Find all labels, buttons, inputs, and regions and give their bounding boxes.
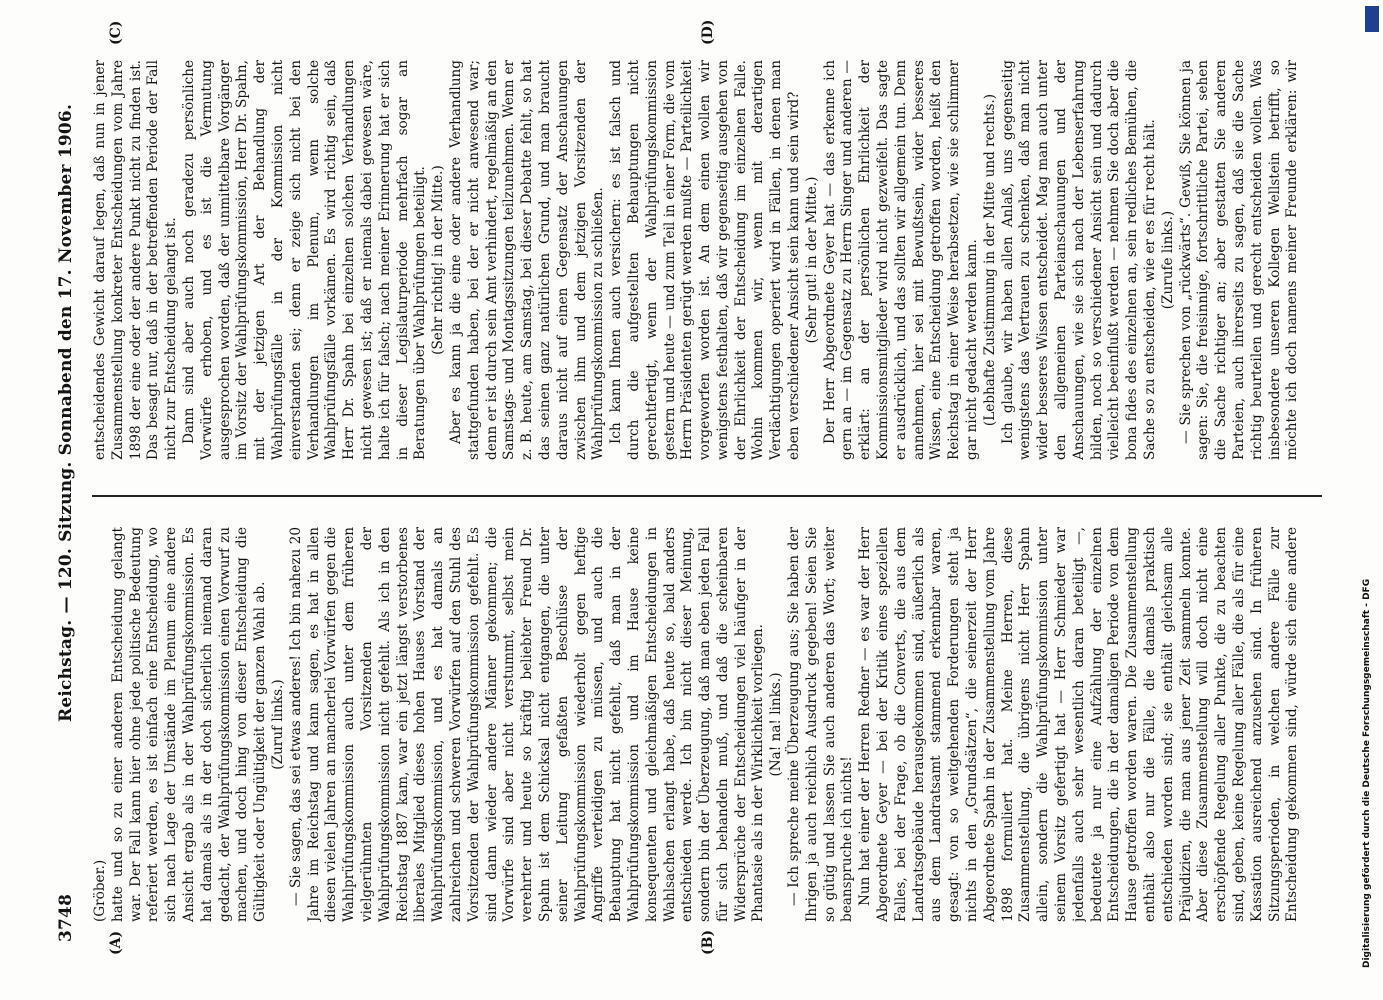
interjection: (Sehr gut! in der Mitte.): [803, 176, 820, 344]
paragraph: Dann sind aber auch noch geradezu persönliche Vorwürfe erhoben, und es ist die Vermutung ausgesprochen worden, daß der unmittelbare Vorgänger im Vorsitz der Wahlprüfungskommission, Herr Dr. Spahn, mit der jetzigen Art der Behandlung der Wahlprüfungsfälle in der Kommission nicht einverstanden sei; denn er zeige sich nicht bei den Verhandlungen im Plenum, wenn solche Wahlprüfungsfälle vorkämen. Es wird richtig sein, daß Herr Dr. Spahn bei einzelnen solchen Verhandlungen nicht gewesen ist; daß er niemals dabei gewesen wäre, halte ich für falsch; nach meiner Erinnerung hat er sich in dieser Legislaturperiode mehrfach sogar an Beratungen über Wahlprüfungen beteiligt.: [180, 60, 429, 460]
interjection: (Lebhafte Zustimmung in der Mitte und rechts.): [981, 93, 998, 427]
page-number: 3748: [56, 893, 76, 942]
interjection: (Na! na! links.): [768, 672, 785, 777]
paragraph: — Ich spreche meine Überzeugung aus; Sie haben der Ihrigen ja auch reichlich Ausdruck gegeben! Seien Sie so gütig und lassen Sie auch anderen das Wort; weiter beanspruche ich nichts!: [786, 527, 856, 922]
paragraph: Ich glaube, wir haben allen Anlaß, uns gegenseitig wenigstens das Vertrauen zu schenken, daß man nicht wider besseres Wissen entscheidet. Mag man auch unter den allgemeinen Parteianschauungen und der Anschauungen, wie sie sich nach der Lebenserfahrung bilden, noch so verschiedener Ansicht sein und dadurch vielleicht beeinflußt werden — nehmen Sie doch aber die bona fides des einzelnen an, sein redliches Bemühen, die Sache so zu entscheiden, wie er es für recht hält.: [999, 60, 1159, 460]
paragraph: Aber es kann ja die eine oder andere Verhandlung stattgefunden haben, bei der er nicht anwesend war; denn er ist durch sein Amt verhindert, regelmäßig an den Samstags- und Montagssitzungen teilzunehmen. Wenn er z. B. heute, am Samstag, bei dieser Debatte fehlt, so hat das seinen ganz natürlichen Grund, und man braucht daraus nicht auf einen Gegensatz der Anschauungen zwischen ihm und dem jetzigen Vorsitzenden der Wahlprüfungskommission zu schließen.: [447, 60, 607, 460]
speaker-tag: (Gröber.): [92, 859, 108, 922]
margin-marker-b: (B): [700, 929, 716, 955]
interjection: (Zurufe links.): [1159, 210, 1176, 310]
interjection: (Sehr richtig! in der Mitte.): [430, 165, 447, 355]
digitization-credit: [1360, 8, 1378, 993]
interjection: (Zuruf links.): [269, 679, 286, 770]
right-column: [92, 60, 1302, 460]
left-column: [92, 527, 1302, 922]
running-header: [56, 42, 82, 942]
margin-marker-c: (C): [108, 20, 124, 45]
paragraph: Nun hat einer der Herren Redner — es war der Herr Abgeordnete Geyer — bei der Kritik eines speziellen Falles, bei der Frage, ob die Converts, die aus dem Landratsgebäude herausgekommen sind, äußerlich als aus dem Landratsamt stammend erkennbar waren, gesagt: von so weitgehenden Forderungen steht ja nichts in den „Grundsätzen“, die seinerzeit der Herr Abgeordnete Spahn in der Zusammenstellung vom Jahre 1898 formuliert hat. Meine Herren, diese Zusammenstellung, die übrigens nicht Herr Spahn allein, sondern die Wahlprüfungskommission unter seinem Vorsitz gefertigt hat — Herr Schmieder war jedenfalls auch sehr wesentlich daran beteiligt —, bedeutete ja nur eine Aufzählung der einzelnen Entscheidungen, die in der damaligen Periode von dem Hause getroffen worden waren. Die Zusammenstellung enthält also nur die Fälle, die damals praktisch entschieden worden sind; sie enthält gleichsam alle Präjudizien, die man aus jener Zeit sammeln konnte. Aber diese Zusammenstellung will doch nicht eine erschöpfende Regelung aller Punkte, die zu beachten sind, geben, keine Regelung aller Fälle, die als für eine Kassation ausreichend anzusehen sind. In früheren Sitzungsperioden, in welchen andere Fälle zur Entscheidung gekommen sind, würde sich eine andere: [857, 527, 1301, 922]
margin-marker-a: (A): [108, 930, 124, 955]
margin-marker-d: (D): [700, 19, 716, 45]
paragraph: Der Herr Abgeordnete Geyer hat — das erkenne ich gern an — im Gegensatz zu Herrn Singer und anderen — erklärt: an der persönlichen Ehrlichkeit der Kommissionsmitglieder wird nicht gezweifelt. Das sagte er ausdrücklich, und das sollten wir allgemein tun. Denn annehmen, hier sei mit Bewußtsein, wider besseres Wissen, eine Entscheidung getroffen worden, heißt den Reichstag in einer Weise herabsetzen, wie sie schlimmer gar nicht gedacht werden kann.: [821, 60, 981, 460]
paragraph: entscheidendes Gewicht darauf legen, daß nun in jener Zusammenstellung konkreter Entscheidungen vom Jahre 1898 der eine oder der andere Punkt nicht zu finden ist. Das besagt nur, daß in der betreffenden Periode der Fall nicht zur Entscheidung gelangt ist.: [92, 60, 180, 460]
paragraph: — Sie sagen, das sei etwas anderes! Ich bin nahezu 20 Jahre im Reichstag und kann sagen, es hat in allen diesen vielen Jahren an mancherlei Vorwürfen gegen die Wahlprüfungskommission auch unter dem früheren vielgerühmten Vorsitzenden der Wahlprüfungskommission nicht gefehlt. Als ich in den Reichstag 1887 kam, war ein jetzt längst verstorbenes liberales Mitglied dieses hohen Hauses Vorstand der Wahlprüfungskommission, und es hat damals an zahlreichen und schweren Vorwürfen auf den Stuhl des Vorsitzenden der Wahlprüfungskommission gefehlt. Es sind dann wieder andere Männer gekommen; die Vorwürfe sind aber nicht verstummt, selbst mein verehrter und heute so kräftig beliebter Freund Dr. Spahn ist dem Schicksal nicht entgangen, die unter seiner Leitung gefaßten Beschlüsse der Wahlprüfungskommission wiederholt gegen heftige Angriffe verteidigen zu müssen, und auch die Behauptung hat nicht gefehlt, daß man in der Wahlprüfungskommission und im Hause keine konsequenten und gleichmäßigen Entscheidungen in Wahlsachen erlangt habe, daß heute so, bald anders entschieden werde. Ich bin nicht dieser Meinung, sondern bin der Überzeugung, daß man eben jeden Fall für sich behandeln muß, und daß die scheinbaren Widersprüche der Entscheidungen viel häufiger in der Phantasie als in der Wirklichkeit vorliegen.: [287, 527, 767, 922]
credit-text: Digitalisierung gefördert durch die Deutsche Forschungsgemeinschaft - DFG: [1362, 578, 1372, 968]
column-divider: [92, 495, 1322, 497]
paragraph: Ich kann Ihnen auch versichern: es ist falsch und durch die aufgestellten Behauptungen nicht gerechtfertigt, wenn der Wahlprüfungskommission gestern und heute — und zum Teil in einer Form, die vom Herrn Präsidenten gerügt werden mußte — Parteilichkeit vorgeworfen worden ist. An dem einen wollen wir wenigstens festhalten, daß wir gegenseitig ausgehen von der Ehrlichkeit der Entscheidung im einzelnen Falle. Wohin kommen wir, wenn mit derartigen Verdächtigungen operiert wird in Fällen, in denen man eben verschiedener Ansicht sein kann und sein wird?: [608, 60, 803, 460]
paragraph: — Sie sprechen von „rückwärts“. Gewiß, Sie können ja sagen: Sie, die freisinnige, fortschrittliche Partei, sehen die Sache richtiger an; aber gestatten Sie anderen Parteien, auch ihrerseits zu sagen, daß sie die Sache richtig beurteilen und gerecht entscheiden wollen. Was insbesondere unseren Kollegen Wellstein betrifft, so möchte ich doch namens meiner Freunde erklären: wir: [1177, 60, 1301, 460]
paragraph: hatte und so zu einer anderen Entscheidung gelangt war. Der Fall kann hier ohne jede politische Bedeutung referiert werden, es ist einfach eine Entscheidung, wo sich nach Lage der Umstände im Plenum eine andere Ansicht ergab als in der Wahlprüfungskommission. Es hat damals als in der doch sicherlich niemand daran gedacht, der Wahlprüfungskommission einen Vorwurf zu machen, und doch hing von dieser Entscheidung die Gültigkeit oder Ungültigkeit der ganzen Wahl ab.: [109, 527, 269, 922]
running-title: Reichstag. — 120. Sitzung. Sonnabend den 17. November 1906.: [56, 103, 76, 722]
